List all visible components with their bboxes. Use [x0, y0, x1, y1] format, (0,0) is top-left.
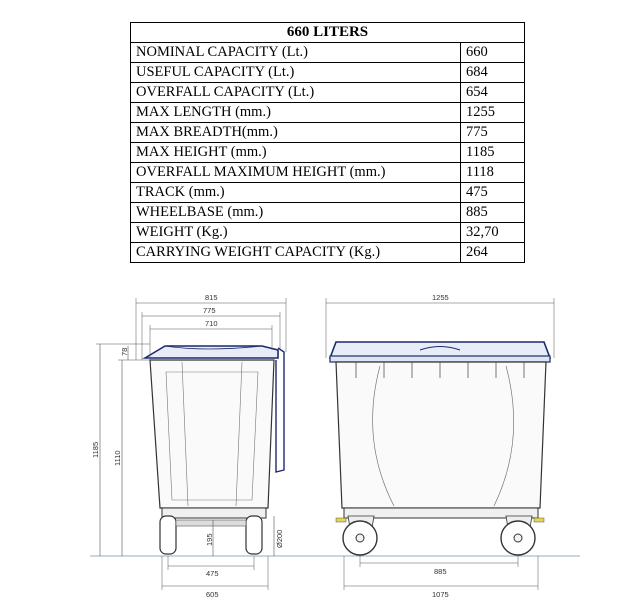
- spec-label: OVERFALL CAPACITY (Lt.): [131, 83, 461, 103]
- side-body: [150, 360, 274, 508]
- spec-label: TRACK (mm.): [131, 183, 461, 203]
- spec-row: [131, 243, 525, 263]
- side-wheel-right: [246, 516, 262, 554]
- dim-775: 775: [203, 306, 216, 315]
- dim-815: 815: [205, 293, 218, 302]
- spec-row: [131, 123, 525, 143]
- spec-value: 1185: [461, 143, 525, 163]
- spec-label: MAX HEIGHT (mm.): [131, 143, 461, 163]
- spec-value: 32,70: [461, 223, 525, 243]
- spec-row: [131, 143, 525, 163]
- spec-value: 660: [461, 43, 525, 63]
- side-lid: [145, 346, 278, 358]
- technical-drawing: [80, 282, 600, 600]
- spec-value: 1118: [461, 163, 525, 183]
- spec-value: 654: [461, 83, 525, 103]
- spec-row: [131, 103, 525, 123]
- spec-row: [131, 83, 525, 103]
- spec-label: NOMINAL CAPACITY (Lt.): [131, 43, 461, 63]
- dim-1185: 1185: [91, 441, 100, 458]
- spec-label: MAX BREADTH(mm.): [131, 123, 461, 143]
- dim-885: 885: [434, 567, 447, 576]
- spec-row: [131, 203, 525, 223]
- dim-1255: 1255: [432, 293, 449, 302]
- side-view: [145, 346, 284, 554]
- spec-title-row: [131, 23, 525, 43]
- dim-605: 605: [206, 590, 219, 599]
- lid-hanging-edge: [276, 348, 284, 472]
- spec-value: 684: [461, 63, 525, 83]
- dim-diameter-200: Ø200: [275, 529, 284, 548]
- spec-label: WEIGHT (Kg.): [131, 223, 461, 243]
- spec-title: 660 LITERS: [131, 23, 525, 43]
- dim-195: 195: [205, 533, 214, 546]
- spec-value: 264: [461, 243, 525, 263]
- spec-row: [131, 163, 525, 183]
- spec-label: MAX LENGTH (mm.): [131, 103, 461, 123]
- spec-label: OVERFALL MAXIMUM HEIGHT (mm.): [131, 163, 461, 183]
- brake-pedal-right: [534, 518, 544, 522]
- front-wheel-left-hub: [356, 534, 364, 542]
- front-view: [330, 342, 550, 555]
- side-axle: [176, 520, 246, 526]
- brake-pedal-left: [336, 518, 346, 522]
- spec-value: 475: [461, 183, 525, 203]
- spec-row: [131, 63, 525, 83]
- dim-475: 475: [206, 569, 219, 578]
- dim-78: 78: [120, 347, 129, 356]
- spec-row: [131, 43, 525, 63]
- dim-710: 710: [205, 319, 218, 328]
- spec-value: 1255: [461, 103, 525, 123]
- front-wheel-right-hub: [514, 534, 522, 542]
- front-body: [336, 362, 546, 508]
- dim-1110: 1110: [113, 450, 122, 466]
- side-wheel-left: [160, 516, 176, 554]
- spec-label: WHEELBASE (mm.): [131, 203, 461, 223]
- spec-table: [130, 22, 525, 263]
- spec-label: USEFUL CAPACITY (Lt.): [131, 63, 461, 83]
- dim-1075: 1075: [432, 590, 449, 599]
- spec-value: 775: [461, 123, 525, 143]
- spec-label: CARRYING WEIGHT CAPACITY (Kg.): [131, 243, 461, 263]
- spec-value: 885: [461, 203, 525, 223]
- spec-row: [131, 183, 525, 203]
- spec-row: [131, 223, 525, 243]
- front-lid-rim: [330, 356, 550, 362]
